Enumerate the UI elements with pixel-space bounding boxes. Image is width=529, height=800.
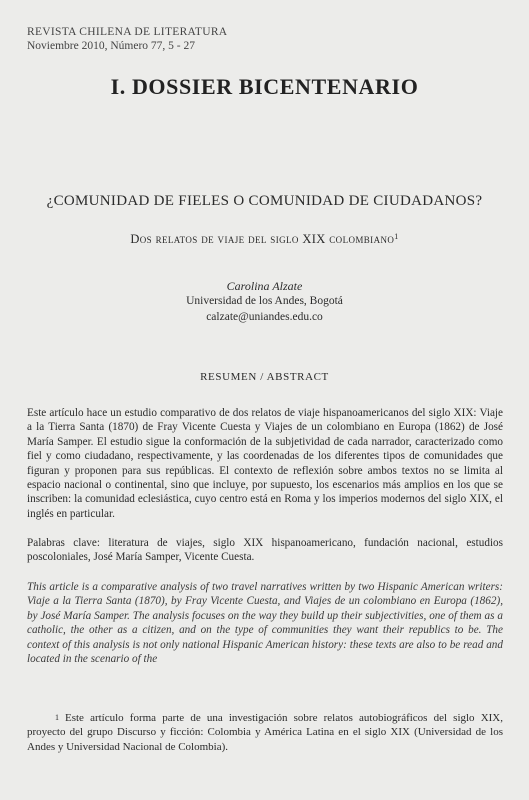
article-subtitle (0, 232, 529, 247)
abstract-heading: RESUMEN / ABSTRACT (200, 371, 329, 383)
subtitle-footnote-mark: 1 (394, 232, 399, 241)
footnote-text: Este artículo forma parte de una investigación sobre relatos autobiográficos del siglo XIX, proyecto del grupo Discurso y ficción: Colombia y América Latina en el siglo XIX (Universidad de los Andes y Universidad Nacional de Colombia). (27, 712, 503, 753)
journal-name: REVISTA CHILENA DE LITERATURA (27, 26, 228, 38)
author-name: Carolina Alzate (226, 279, 303, 293)
footnote-mark: 1 (55, 713, 59, 722)
author-affiliation: Universidad de los Andes, Bogotá (186, 295, 343, 307)
issue-info: Noviembre 2010, Número 77, 5 - 27 (27, 40, 195, 52)
keywords-paragraph: Palabras clave: literatura de viajes, siglo XIX hispanoamericano, fundación nacional, estudios poscoloniales, José María Samper, Vicente Cuesta. (27, 537, 503, 564)
abstract-english-paragraph: This article is a comparative analysis of two travel narratives written by two Hispanic American writers: Viaje a la Tierra Santa (1870), by Fray Vicente Cuesta, and Viajes de un colombiano en Europa (1862), by José María Samper. The analysis focuses on the way they build up their subjectivities, one of them as a catholic, the other as a citizen, and on the type of communities they want their republics to be. The context of this analysis is not only national Hispanic American history: these texts are also to be read and located in the scenario of the (27, 581, 503, 666)
author-email: calzate@uniandes.edu.co (206, 311, 323, 323)
subtitle-text: Dos relatos de viaje del siglo XIX colombiano (130, 232, 395, 246)
footnote (27, 711, 503, 754)
resumen-paragraph: Este artículo hace un estudio comparativo de dos relatos de viaje hispanoamericanos del siglo XIX: Viaje a la Tierra Santa (1870) de Fray Vicente Cuesta y Viajes de un colombiano en Europa (1862) de José María Samper. El estudio sigue la conformación de la subjetividad de cada narrador, caracterizado como fiel y como ciudadano, respectivamente, y las coordenadas de los diferentes tipos de comunidades que figuran y proponen para sus repúblicas. El contexto de reflexión sobre ambos textos no se limita al espacio nacional o continental, sino que incluye, por supuesto, los escenarios más amplios en los que se inscriben: la comunidad eclesiástica, cuyo centro está en Roma y los imperios modernos del siglo XIX, el inglés en particular. (27, 407, 503, 520)
article-title: ¿COMUNIDAD DE FIELES O COMUNIDAD DE CIUDADANOS? (46, 193, 483, 209)
section-title: I. DOSSIER BICENTENARIO (110, 74, 419, 99)
